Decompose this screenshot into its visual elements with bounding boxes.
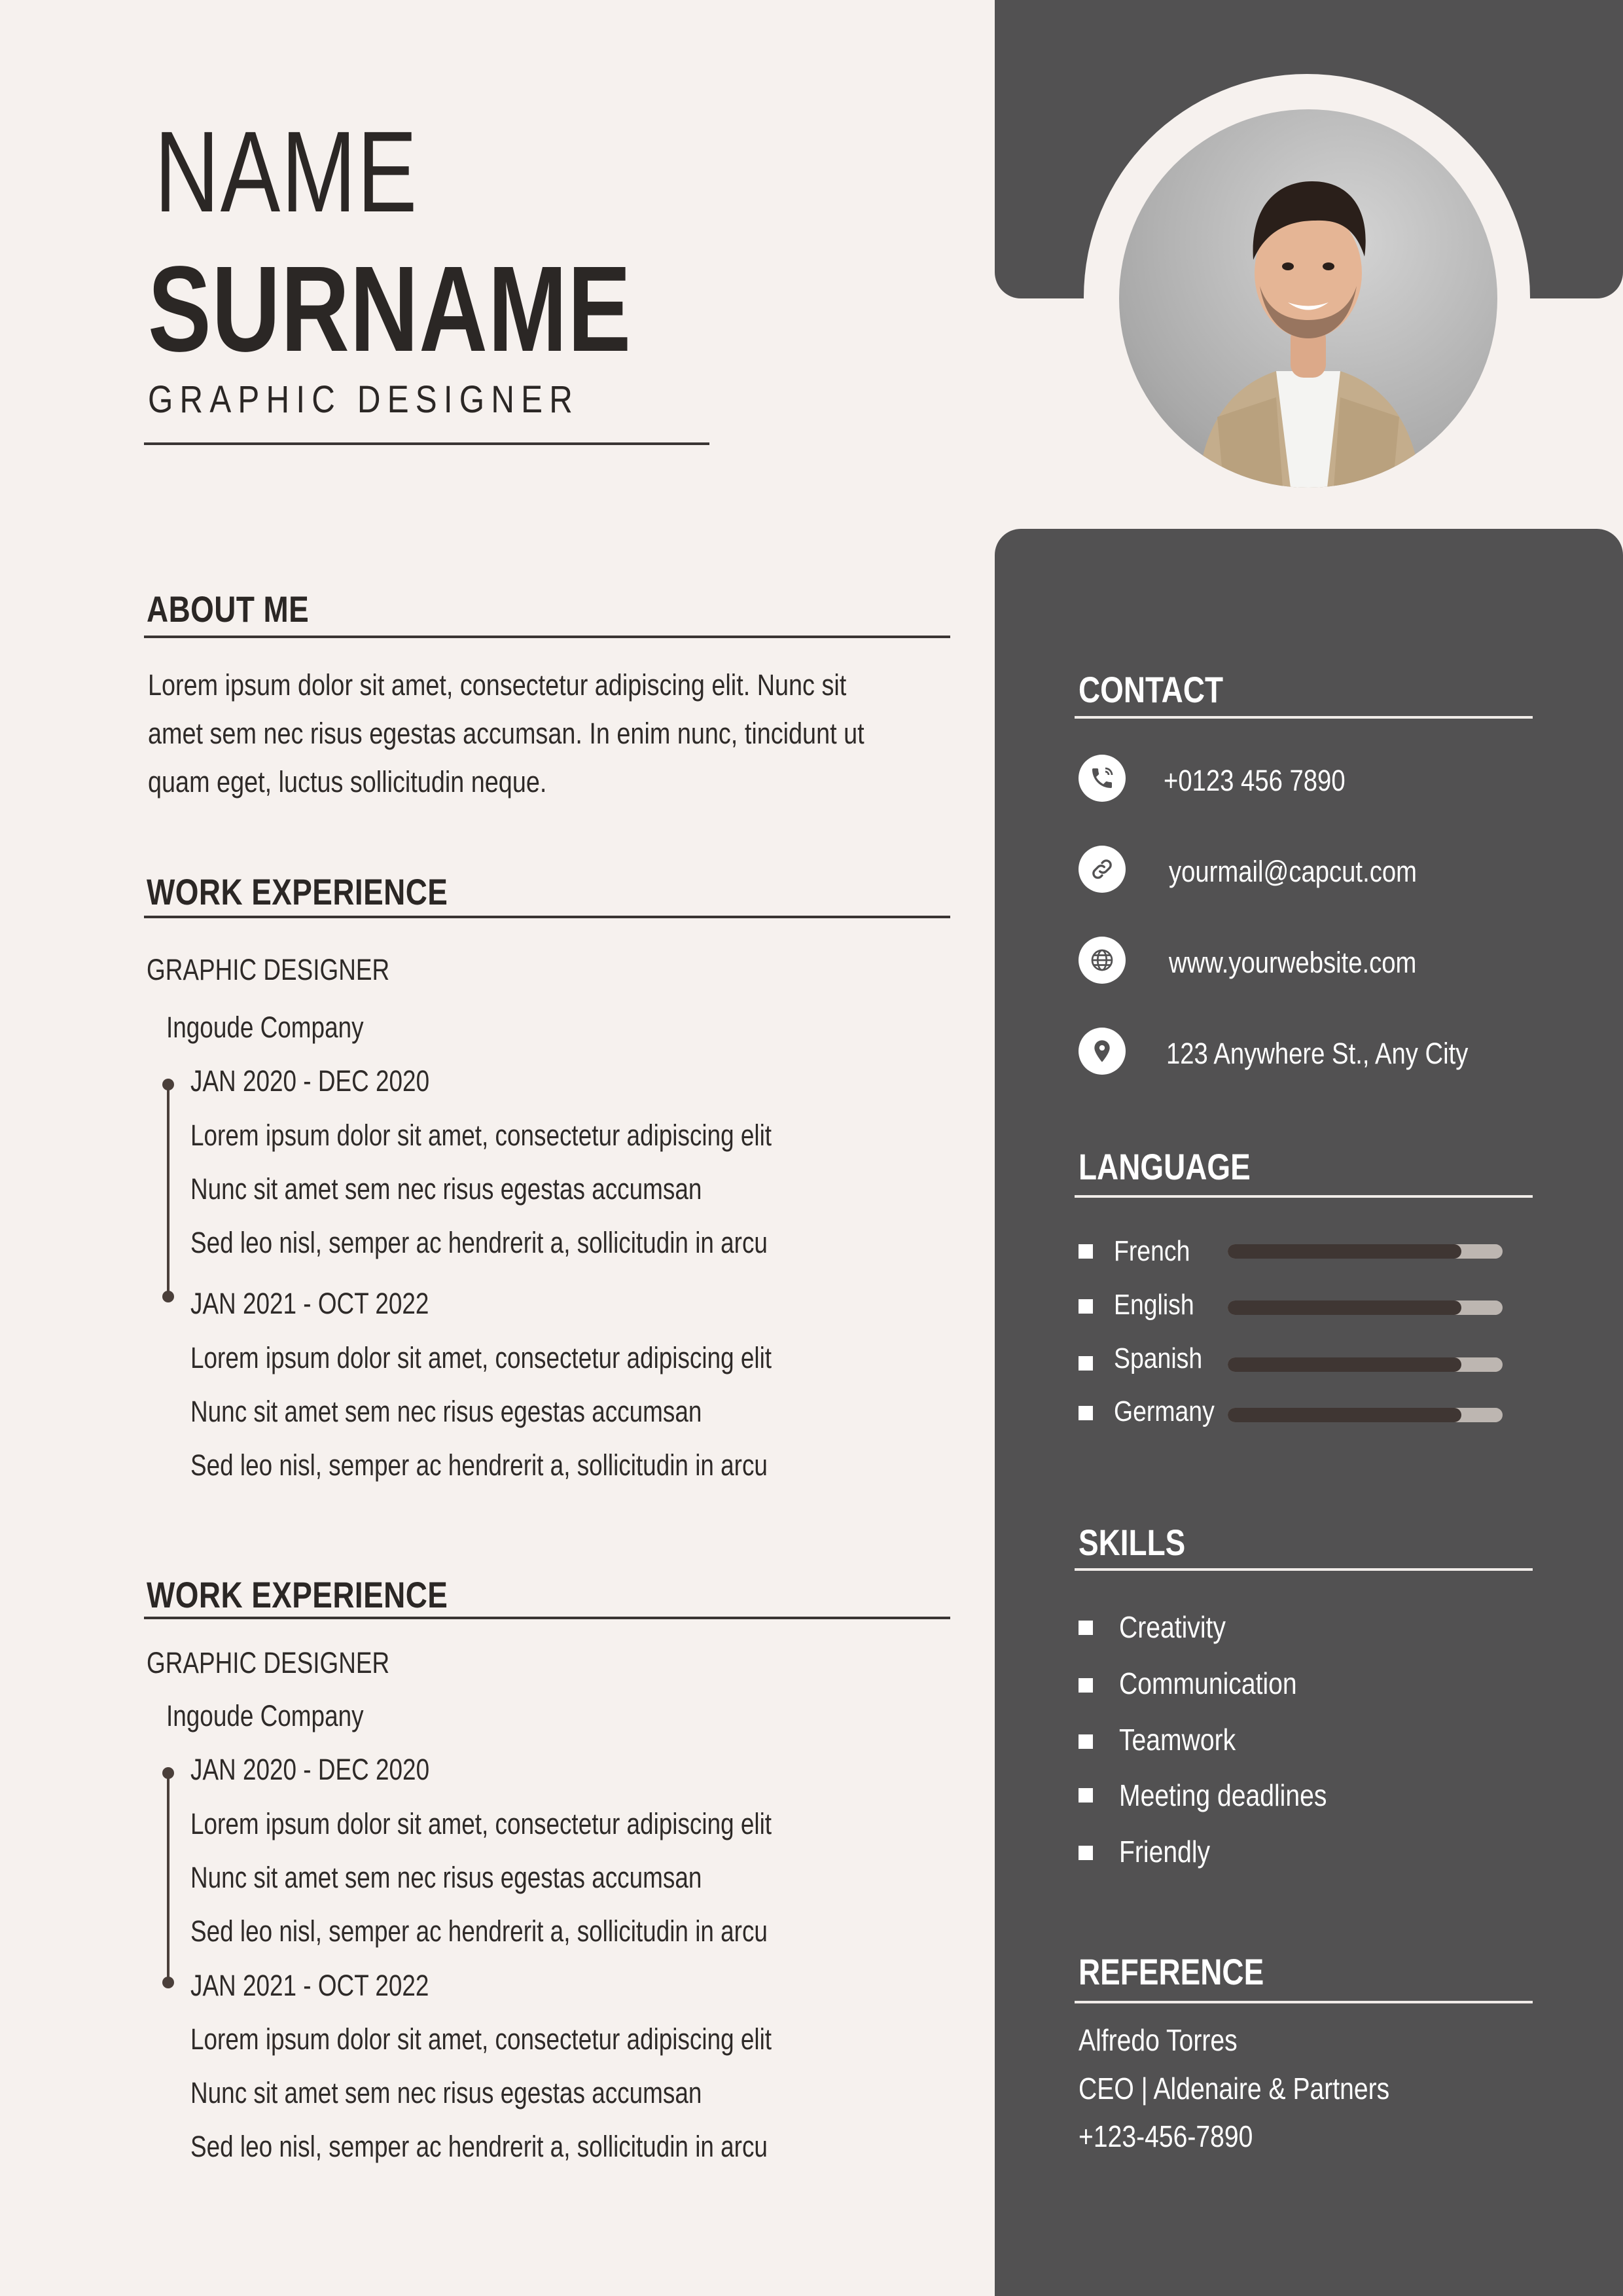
timeline-line	[167, 1086, 169, 1297]
job-role: GRAPHIC DESIGNER	[147, 1646, 390, 1679]
reference-name: Alfredo Torres	[1079, 2023, 1238, 2057]
timeline-dot	[162, 1767, 174, 1779]
duty-line: Nunc sit amet sem nec risus egestas accumsan	[190, 2076, 702, 2109]
language-name: Spanish	[1114, 1342, 1203, 1374]
skills-title: SKILLS	[1079, 1522, 1186, 1563]
duty-line: Nunc sit amet sem nec risus egestas accumsan	[190, 1172, 702, 1206]
duty-line: Sed leo nisl, semper ac hendrerit a, sollicitudin in arcu	[190, 1914, 768, 1948]
about-line: Lorem ipsum dolor sit amet, consectetur adipiscing elit. Nunc sit	[148, 668, 847, 702]
bullet	[1079, 1621, 1093, 1635]
timeline-line	[167, 1775, 169, 1984]
skill-item: Communication	[1119, 1666, 1297, 1700]
period-dates: JAN 2020 - DEC 2020	[190, 1064, 430, 1098]
language-level-bar	[1228, 1408, 1503, 1422]
duty-line: Sed leo nisl, semper ac hendrerit a, sollicitudin in arcu	[190, 2130, 768, 2163]
bullet	[1079, 1788, 1093, 1803]
language-level-bar	[1228, 1300, 1503, 1315]
language-level-bar	[1228, 1357, 1503, 1372]
bullet	[1079, 1734, 1093, 1749]
bullet	[1079, 1356, 1093, 1371]
bullet	[1079, 1678, 1093, 1693]
about-title: ABOUT ME	[147, 588, 310, 630]
phone-icon	[1079, 755, 1126, 802]
contact-title: CONTACT	[1079, 669, 1224, 710]
first-name: NAME	[154, 108, 418, 236]
reference-position: CEO | Aldenaire & Partners	[1079, 2072, 1390, 2106]
contact-divider	[1075, 716, 1533, 719]
timeline-dot	[162, 1291, 174, 1302]
timeline-dot	[162, 1079, 174, 1090]
duty-line: Nunc sit amet sem nec risus egestas accumsan	[190, 1395, 702, 1428]
job-title: GRAPHIC DESIGNER	[148, 378, 580, 421]
bullet	[1079, 1406, 1093, 1420]
company-name: Ingoude Company	[166, 1699, 364, 1732]
contact-website: www.yourwebsite.com	[1169, 946, 1417, 979]
reference-phone: +123-456-7890	[1079, 2119, 1253, 2153]
about-text	[148, 661, 863, 806]
duty-line: Sed leo nisl, semper ac hendrerit a, sollicitudin in arcu	[190, 1226, 768, 1259]
language-level-fill	[1228, 1300, 1461, 1315]
reference-divider	[1075, 2001, 1533, 2003]
bullet	[1079, 1846, 1093, 1860]
language-name: Germany	[1114, 1395, 1215, 1427]
work-title: WORK EXPERIENCE	[147, 1574, 448, 1615]
bullet	[1079, 1244, 1093, 1259]
last-name: SURNAME	[148, 242, 632, 377]
work-divider	[144, 916, 950, 918]
skill-item: Meeting deadlines	[1119, 1778, 1327, 1812]
duty-line: Lorem ipsum dolor sit amet, consectetur adipiscing elit	[190, 1807, 772, 1840]
duty-line: Lorem ipsum dolor sit amet, consectetur adipiscing elit	[190, 2022, 772, 2056]
duty-line: Lorem ipsum dolor sit amet, consectetur adipiscing elit	[190, 1119, 772, 1152]
language-level-fill	[1228, 1408, 1461, 1422]
company-name: Ingoude Company	[166, 1011, 364, 1044]
contact-email: yourmail@capcut.com	[1169, 855, 1417, 888]
profile-photo	[1119, 109, 1497, 488]
about-divider	[144, 636, 950, 638]
language-level-fill	[1228, 1357, 1461, 1372]
timeline-dot	[162, 1977, 174, 1988]
about-line: quam eget, luctus sollicitudin neque.	[148, 765, 547, 798]
language-divider	[1075, 1195, 1533, 1198]
language-level-fill	[1228, 1244, 1461, 1259]
contact-address: 123 Anywhere St., Any City	[1166, 1037, 1469, 1070]
header-divider	[144, 442, 709, 445]
about-line: amet sem nec risus egestas accumsan. In enim nunc, tincidunt ut	[148, 717, 865, 750]
language-name: English	[1114, 1289, 1194, 1321]
language-title: LANGUAGE	[1079, 1146, 1251, 1187]
job-role: GRAPHIC DESIGNER	[147, 953, 390, 986]
reference-title: REFERENCE	[1079, 1951, 1264, 1992]
period-dates: JAN 2021 - OCT 2022	[190, 1287, 429, 1320]
duty-line: Lorem ipsum dolor sit amet, consectetur adipiscing elit	[190, 1341, 772, 1374]
language-name: French	[1114, 1235, 1190, 1267]
work-title: WORK EXPERIENCE	[147, 871, 448, 912]
skill-item: Creativity	[1119, 1610, 1226, 1644]
contact-phone: +0123 456 7890	[1164, 764, 1346, 797]
skills-divider	[1075, 1568, 1533, 1571]
duty-line: Sed leo nisl, semper ac hendrerit a, sollicitudin in arcu	[190, 1448, 768, 1482]
person-illustration	[1119, 109, 1497, 488]
globe-icon	[1079, 937, 1126, 984]
language-level-bar	[1228, 1244, 1503, 1259]
skill-item: Teamwork	[1119, 1723, 1236, 1757]
period-dates: JAN 2021 - OCT 2022	[190, 1969, 429, 2002]
bullet	[1079, 1299, 1093, 1314]
link-icon	[1079, 846, 1126, 893]
work-divider	[144, 1617, 950, 1619]
duty-line: Nunc sit amet sem nec risus egestas accumsan	[190, 1861, 702, 1894]
skill-item: Friendly	[1119, 1835, 1211, 1869]
period-dates: JAN 2020 - DEC 2020	[190, 1753, 430, 1786]
location-pin-icon	[1079, 1028, 1126, 1075]
